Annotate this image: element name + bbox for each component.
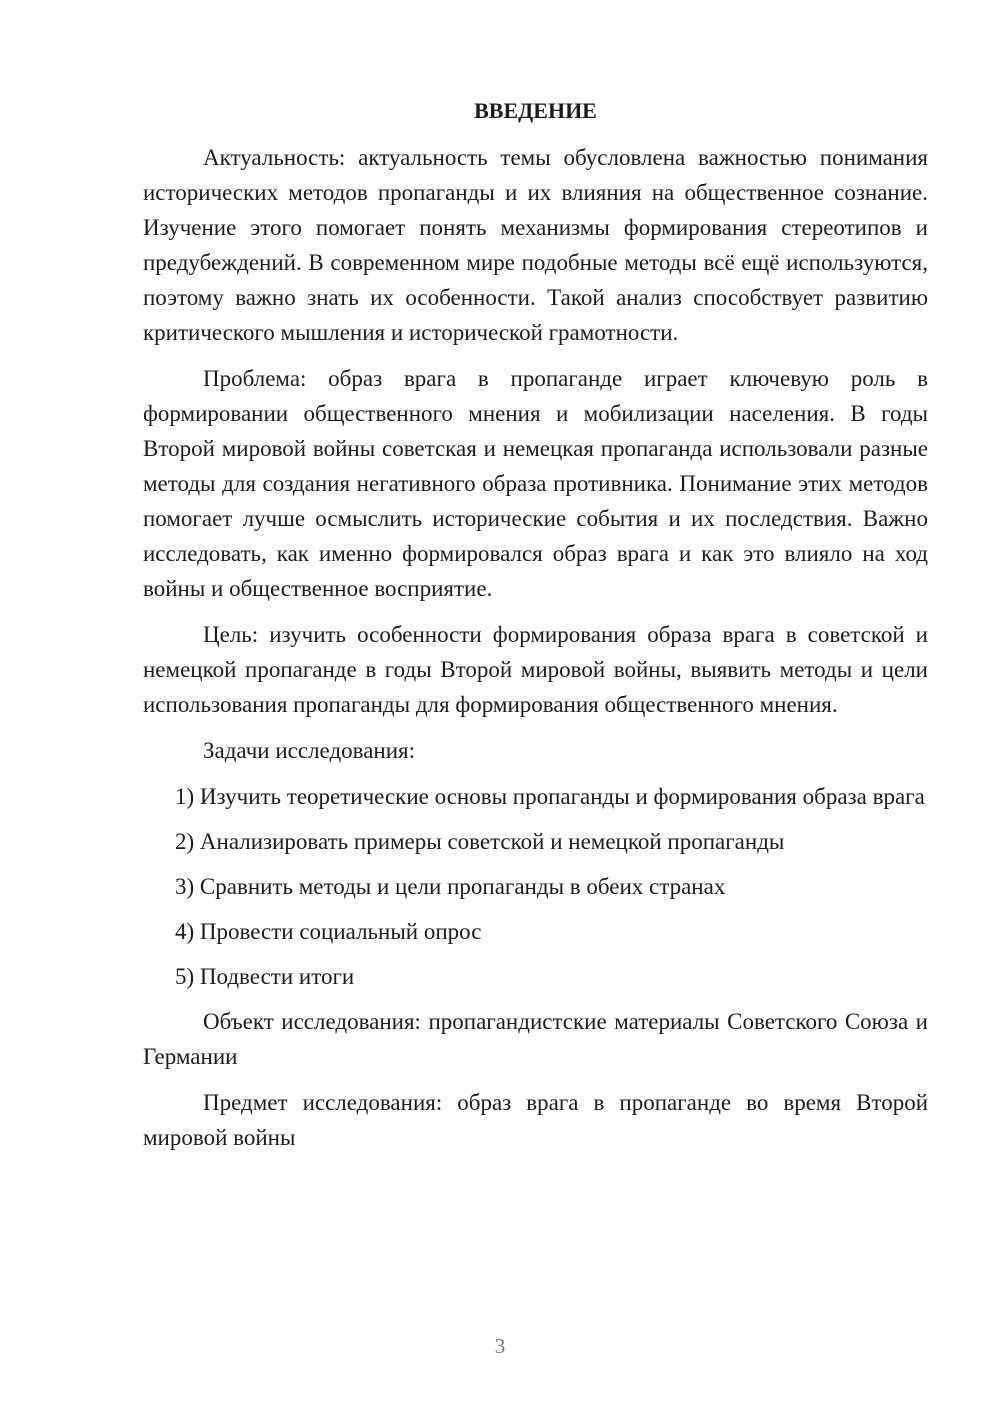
tasks-heading: Задачи исследования: [203,738,416,763]
task-item: 4) Провести социальный опрос [175,919,482,944]
paragraph-problem: Проблема: образ врага в пропаганде играет ключевую роль в формировании общественного мнения и мобилизации населения. В годы Второй мировой войны советская и немецкая пропаганда использовали разные методы для создания негативного образа противника. Понимание этих методов помогает лучше осмыслить исторические события и их последствия. Важно исследовать, как именно формировался образ врага и как это влияло на ход войны и общественное восприятие. [143,366,928,601]
section-title: ВВЕДЕНИЕ [474,98,597,123]
tasks-list [143,779,928,994]
paragraph-object: Объект исследования: пропагандистские материалы Советского Союза и Германии [143,1009,928,1069]
paragraph-subject: Предмет исследования: образ врага в пропаганде во время Второй мировой войны [143,1090,928,1150]
task-item: 3) Сравнить методы и цели пропаганды в обеих странах [175,874,726,899]
task-item: 1) Изучить теоретические основы пропаганды и формирования образа врага [175,784,925,809]
paragraph-relevance: Актуальность: актуальность темы обусловлена важностью понимания исторических методов пропаганды и их влияния на общественное сознание. Изучение этого помогает понять механизмы формирования стереотипов и предубеждений. В современном мире подобные методы всё ещё используются, поэтому важно знать их особенности. Такой анализ способствует развитию критического мышления и исторической грамотности. [143,145,928,345]
page-number: 3 [494,1334,506,1358]
task-item: 2) Анализировать примеры советской и немецкой пропаганды [175,829,785,854]
task-item: 5) Подвести итоги [175,964,355,989]
document-body [143,96,928,1166]
paragraph-goal: Цель: изучить особенности формирования образа врага в советской и немецкой пропаганде в годы Второй мировой войны, выявить методы и цели использования пропаганды для формирования общественного мнения. [143,622,928,717]
